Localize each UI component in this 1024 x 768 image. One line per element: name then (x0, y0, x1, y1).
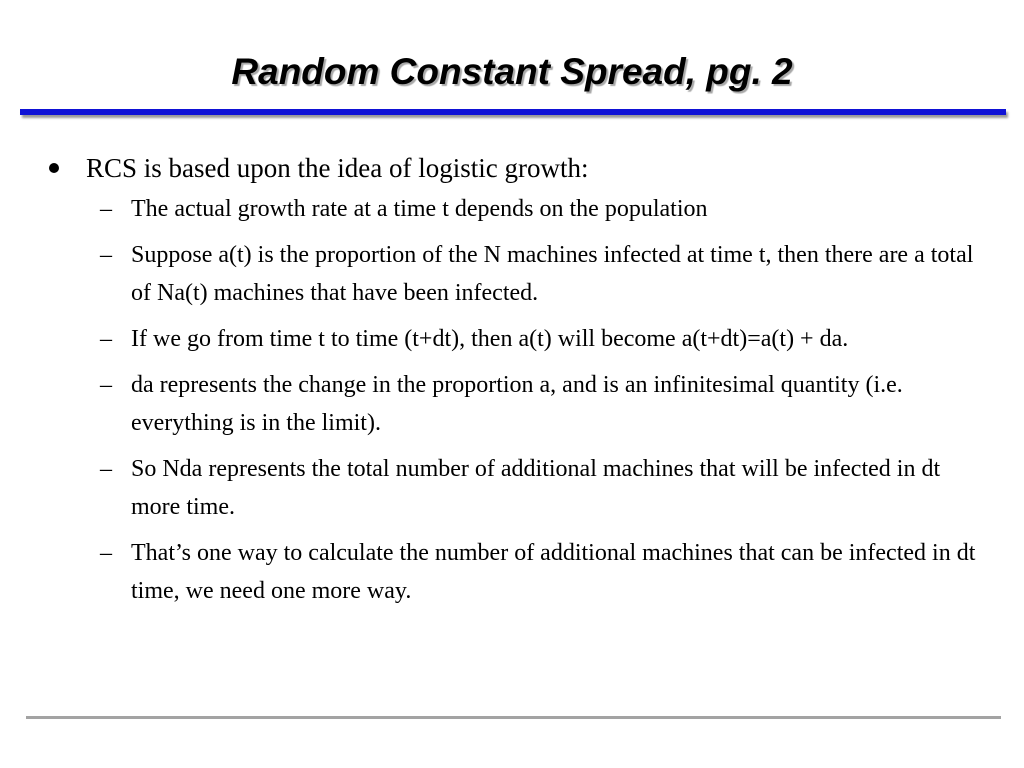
sub-bullet-text: So Nda represents the total number of additional machines that will be infected in dt more time. (131, 456, 941, 520)
sub-bullet-text: da represents the change in the proportion a, and is an infinitesimal quantity (i.e. everything is in the limit). (131, 372, 903, 436)
dash-icon: – (100, 540, 112, 566)
sub-bullet-item (0, 366, 1024, 442)
bullet-dot-icon (49, 163, 59, 173)
main-bullet-text: RCS is based upon the idea of logistic growth: (86, 153, 589, 183)
title-divider (20, 109, 1006, 115)
dash-icon: – (100, 372, 112, 398)
sub-bullet-list (0, 190, 1024, 610)
sub-bullet-item (0, 236, 1024, 312)
dash-icon: – (100, 242, 112, 268)
sub-bullet-text: If we go from time t to time (t+dt), then a(t) will become a(t+dt)=a(t) + da. (131, 326, 849, 352)
slide-title: Random Constant Spread, pg. 2 (231, 51, 793, 92)
main-bullet (0, 148, 1024, 188)
dash-icon: – (100, 196, 112, 222)
sub-bullet-text: The actual growth rate at a time t depends on the population (131, 196, 708, 222)
sub-bullet-item (0, 450, 1024, 526)
slide-content (0, 148, 1024, 618)
sub-bullet-item (0, 320, 1024, 358)
sub-bullet-item (0, 534, 1024, 610)
dash-icon: – (100, 456, 112, 482)
dash-icon: – (100, 326, 112, 352)
sub-bullet-text: That’s one way to calculate the number of additional machines that can be infected in dt time, we need one more way. (131, 540, 976, 604)
footer-divider (26, 716, 1001, 719)
sub-bullet-text: Suppose a(t) is the proportion of the N machines infected at time t, then there are a total of Na(t) machines that have been infected. (131, 242, 974, 306)
sub-bullet-item (0, 190, 1024, 228)
